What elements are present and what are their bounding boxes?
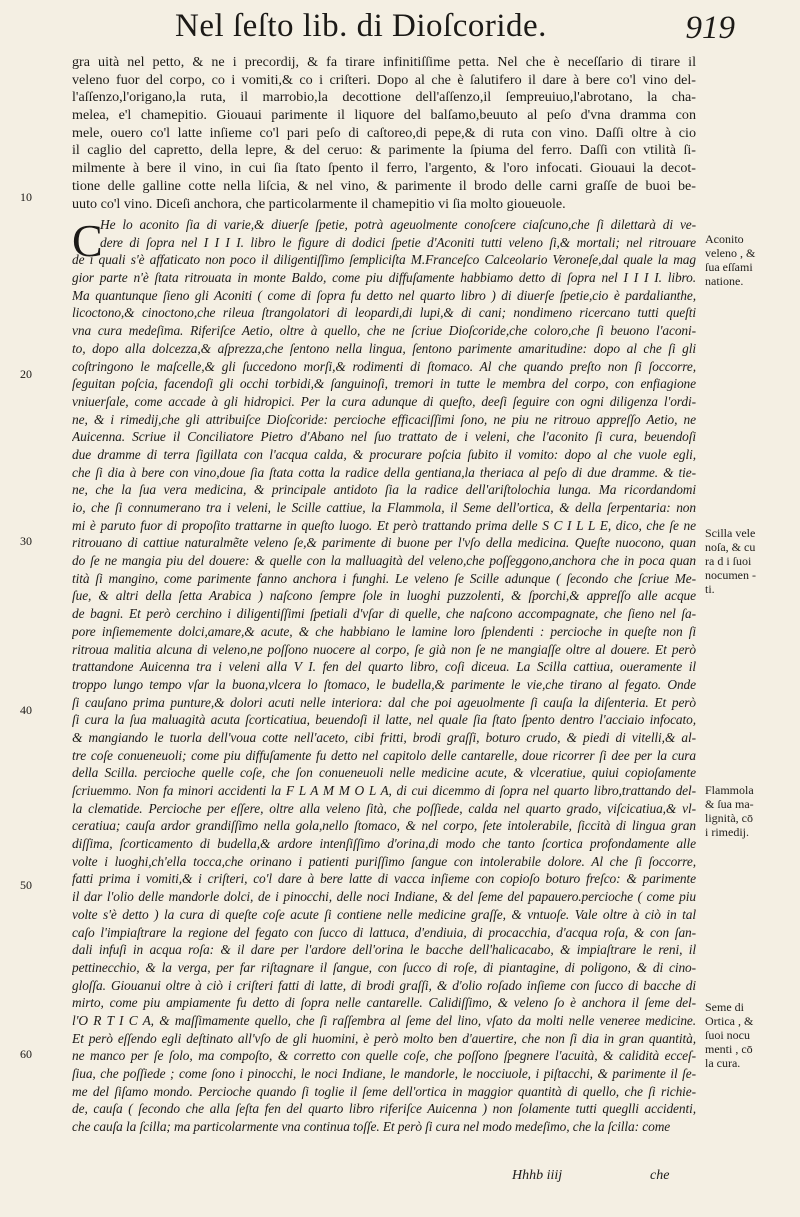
text-line: che ſi dia à bere con vino,doue ſia ſtata cotta la radice della gentiana,la theriaca al peſo di due dramme. & tie- bbox=[72, 464, 696, 480]
text-line: dere di ſopra nel I I I I. libro le figure di dodici ſpetie d'Aconiti tutti veleno ſi,& mortali; nel ritrouare bbox=[100, 234, 696, 250]
page-number: 919 bbox=[685, 10, 735, 46]
text-line: & mangiando le tuorla dell'voua cotte nell'aceto, cibi fritti, brodi graſſi, boturo crudo, & piedi di vitelli,& al- bbox=[72, 729, 696, 745]
text-line: diſſima, ſcorticamento di budella,& ardore intenſiſſimo d'orina,di modo che tanto ſcortica profondamente alle bbox=[72, 836, 696, 852]
text-line: ritrouano di cattiue naturalmẽte veleno ſe,& parimente di buone per l'vſo della medicina. Queſte nuocono, quan bbox=[72, 535, 696, 551]
text-line: che cauſa la ſcilla; ma particolarmente vna continua toſſe. Et però ſi cura nel modo medeſimo, che la ſcilla: come bbox=[72, 1119, 671, 1135]
margin-line: Seme di bbox=[705, 1000, 744, 1014]
line-number-10: 10 bbox=[20, 190, 32, 204]
text-line: fatti prima i vomiti,& i criſteri, co'l dare à bere latte di vacca inſieme con copioſo boturo freſco: & parimente bbox=[72, 871, 696, 887]
marginal-note-ortica bbox=[705, 1000, 775, 1070]
margin-line: menti , cō bbox=[705, 1042, 753, 1056]
text-line: ſi cura la ſua maluagità acuta ſcorticatiua, beuendoſi il latte, nel quale ſia ſtato ſpento dentro l'acciaio infocato, bbox=[72, 712, 696, 728]
text-line: mi è paruto fuor di propoſito trattarne in queſto luogo. Et però trattando prima delle S C I L L E, dico, che ſe ne bbox=[72, 517, 696, 533]
drop-capital: C bbox=[72, 215, 103, 266]
line-number-20: 20 bbox=[20, 367, 32, 381]
text-line: coſtringono le maſcelle,& gli ſuccedono morſi,& rodimenti di ſtomaco. Al che quando preſto non ſi ſoccorre, bbox=[72, 358, 696, 374]
text-line: ne manco per ſe ſolo, ma compoſto, & corretto con quelle coſe, che poſſono ſpegnere l'acuità, & calidità ecceſ- bbox=[72, 1048, 696, 1064]
text-line: to, dopo alla dolcezza,& aſprezza,che ſentono nella lingua, ſentono parimente amaritudine: dopo al che ſi gli bbox=[72, 340, 696, 356]
italic-commentary bbox=[72, 216, 696, 1136]
line-number-30: 30 bbox=[20, 534, 32, 548]
text-line: gloſſa. Giouanui oltre à ciò i criſteri fatti di latte, di brodi graſſi, & d'olio roſado inſieme con ſucco di bacche di bbox=[72, 977, 696, 993]
text-line: tità ſi mangino, come parimente fanno anchora i funghi. Le veleno ſe Scille adunque ( ſecondo che ſcriue Me- bbox=[72, 570, 696, 586]
text-line: ſi cauſano prima punture,& dolori acuti nelle interiora: dal che poi ageuolmente ſi cauſa la diſenteria. Et però bbox=[72, 694, 696, 710]
text-line: milmente à bere il vino, in cui ſia ſtato ſpento il ferro, l'argento, & l'oro infocati. Giouaui la decot- bbox=[72, 160, 696, 177]
text-line: gra uità nel petto, & ne i precordij, & fa tirare infinitiſſime petta. Nel che è neceſſario di tirare il bbox=[72, 54, 696, 70]
text-line: ne, & i rimedij,che gli attribuiſce Dioſcoride: percioche efficaciſſimi ſono, ne piu ne ritrouo appreſſo Aetio, ne bbox=[72, 411, 696, 427]
text-line: He lo aconito ſia di varie,& diuerſe ſpetie, potrà ageuolmente conoſcere ciaſcuno,che ſi dilettarà di ve- bbox=[100, 217, 696, 232]
text-line: me del ſiſamo mondo. Percioche quando ſi toglie il ſeme dell'ortica in maggior quantità di quello, che ſi richie- bbox=[72, 1083, 696, 1099]
margin-line: ſua eſſami bbox=[705, 260, 753, 274]
marginal-note-scilla bbox=[705, 526, 775, 596]
margin-line: Scilla vele bbox=[705, 526, 756, 540]
text-line: ne, che la ſua vera medicina, & principale antidoto ſia la radice dell'ariſtolochia lunga. Ma ricordandomi bbox=[72, 482, 696, 498]
text-line: della Scilla. percioche quelle coſe, che ſon conueneuoli nelle medicine acute, & vlceratiue, quiui copioſamente bbox=[72, 765, 696, 781]
margin-line: & ſua ma- bbox=[705, 797, 754, 811]
text-line: ſue, & altri della ſetta Arabica ) naſcono ſempre ſole in luoghi puzzolenti, & ſporchi,& appreſſo alle acque bbox=[72, 588, 696, 604]
text-line: la clematide. Percioche per eſſere, oltre alla veleno ſità, che poſſiede, calda nel quarto grado, viſcicatiua,& vl- bbox=[72, 800, 696, 816]
text-line: caſo l'impiaſtrare la regione del fegato con ſucco di lattuca, d'endiuia, di procacchia, d'acqua roſa, & con ſan- bbox=[72, 924, 696, 940]
marginal-note-aconito bbox=[705, 232, 775, 288]
margin-line: ra d i ſuoi bbox=[705, 554, 752, 568]
running-header bbox=[175, 8, 735, 58]
catchword: che bbox=[650, 1168, 670, 1183]
text-line: ſeguitan poſcia, facendoſi gli occhi torbidi,& ſanguinoſi, tremori in tutte le membra del corpo, con enfiagione bbox=[72, 376, 696, 392]
running-title: Nel ſeſto lib. di Dioſcoride. bbox=[175, 8, 547, 44]
line-number-50: 50 bbox=[20, 878, 32, 892]
margin-line: Flammola bbox=[705, 783, 754, 797]
line-number-60: 60 bbox=[20, 1047, 32, 1061]
margin-line: ſuoi nocu bbox=[705, 1028, 750, 1042]
text-line: ritroua malitia alcuna di veleno,ne poſſono nuocere al corpo, ſe già non ſe ne mangiaſſe oltre al douere. Et però bbox=[72, 641, 696, 657]
text-line: Et però eſſendo egli deſtinato all'vſo de gli huomini, è però molto ben d'auertire, che non ſi dia in gran quantità, bbox=[72, 1030, 696, 1046]
roman-paragraph bbox=[72, 54, 696, 213]
text-line: tione delle galline cotte nella liſcia, & nel vino, & parimente il brodo delle carni graſſe de buoi be- bbox=[72, 177, 696, 194]
text-line: melea, e'l chamepitio. Giouaui parimente il liquore del balſamo,beuuto al peſo d'vna dramma con bbox=[72, 107, 696, 124]
text-line: de bagni. Et però cerchino i diligentiſſimi ſpetiali d'vſar di quelle, che naſcono accompagnate, che ſieno nel ſa- bbox=[72, 606, 696, 622]
text-line: volte i luoghi,ch'ella tocca,che orinano i patienti puriſſimo ſangue con intolerabile dolore. Al che ſi ſoccorre, bbox=[72, 853, 696, 869]
text-line: Ma quantunque ſieno gli Aconiti ( come di ſopra fu detto nel quarto libro ) di diuerſe ſpetie,cio è pardalianthe, bbox=[72, 287, 696, 303]
text-line: io, che ſi connumerano tra i veleni, le Scille cattiue, la Flammola, il Seme dell'ortica, & della ſerpentaria: non bbox=[72, 500, 696, 515]
margin-line: noſa, & cu bbox=[705, 540, 756, 554]
line-number-40: 40 bbox=[20, 703, 32, 717]
text-line: troppo lungo tempo vſar la buona,vlcera lo ſtomaco, le budella,& parimente le vie,che tirano al fegato. Onde bbox=[72, 676, 696, 692]
text-line: vna cura medeſima. Riferiſce Aetio, oltre à quello, che ne ſcriue Dioſcoride,che coloro,che ſi beuono l'aconi- bbox=[72, 323, 696, 339]
text-line: veleno fuor del corpo, co i vomiti,& co i criſteri. Dopo al che è ſalutifero il dare à bere co'l vino del- bbox=[72, 71, 696, 88]
text-line: vniuerſale, come accade à gli hidropici. Per la cura adunque di queſto, deeſi ſeguire con ogni diligenza l'ordi- bbox=[72, 393, 696, 409]
margin-line: Ortica , & bbox=[705, 1014, 754, 1028]
margin-line: la cura. bbox=[705, 1056, 741, 1070]
margin-line: Aconito bbox=[705, 232, 744, 246]
margin-line: ti. bbox=[705, 582, 715, 596]
text-line: gior parte n'è ſtata ritrouata in monte Baldo, come piu diffuſamente habbiamo detto di ſopra nel I I I I. libro. bbox=[72, 270, 696, 286]
text-line: licoctono,& cinoctono,che rileua ſtrangolatori di leopardi,di lupi,& di cani; nondimeno ricercano tutti queſti bbox=[72, 305, 696, 321]
text-line: dali infuſi in acqua roſa: & il dare per l'ardore dell'orina le bacche dell'halicacabo, & impiaſtrare le reni, il bbox=[72, 942, 696, 958]
text-line: de, cauſa ( ſecondo che alla ſeſta fen del quarto libro riferiſce Auicenna ) non ſolamente tutti queglli accidenti, bbox=[72, 1101, 696, 1117]
text-line: uuto co'l vino. Diceſi anchora, che particolarmente il chamepitio vi ſia molto gioueuole. bbox=[72, 195, 566, 212]
text-line: ceratiua; cauſa ardor grandiſſimo nella gola,nello ſtomaco, & nel corpo, ſete intolerabile, ſiccità di lingua gran bbox=[72, 818, 696, 834]
text-line: volte s'è detto ) la cura di queſte coſe acute ſi contiene nelle medicine graſſe, & vntuoſe. Vale oltre à ciò in tal bbox=[72, 906, 696, 922]
text-line: Auicenna. Scriue il Conciliatore Pietro d'Abano nel ſuo trattato de i veleni, che l'aconito ſi cura, beuendoſi bbox=[72, 429, 696, 445]
text-line: do ſe ne mangia piu del douere: & quelle con la malluagità del veleno,che poſſeggono,anchora che in poca quan bbox=[72, 553, 696, 569]
text-line: pore inſiememente dolci,amare,& acute, & che habbiano le lamine loro ſplendenti : percioche in queſte non ſi bbox=[72, 623, 696, 639]
text-line: due dramme di terra ſigillata con l'acqua calda, & procurare poſcia ſubito il vomito: dopo al che vuole egli, bbox=[72, 446, 696, 462]
signature-mark: Hhhb iiij bbox=[512, 1168, 563, 1183]
text-line: pettinecchio, & la verga, per far riſtagnare il ſangue, con ſucco di roſe, di piantagine, di poligono, & di cino- bbox=[72, 959, 696, 975]
marginal-note-flammola bbox=[705, 783, 775, 839]
text-line: tre coſe conueneuoli; come piu diffuſamente fu detto nel capitolo delle cantarelle, doue ricorrer ſi dee per la cura bbox=[72, 747, 696, 763]
text-line: trattandone Auicenna tra i veleni alla V I. fen del quarto libro, coſi diceua. La Scilla cattiua, oueramente il bbox=[72, 659, 696, 675]
text-line: l'aſſenzo,l'origano,la ruta, il marrobio,la decottione dell'aſſenzo,il ſempreuiuo,l'abrotano, la cha- bbox=[72, 89, 696, 106]
text-line: il dar l'olio delle mandorle dolci, de i pinocchi, delle noci Indiane, & del ſeme del papauero.percioche ( come piu bbox=[72, 889, 696, 905]
text-line: mirto, come piu ampiamente fu detto di ſopra nelle cantarelle. Calidiſſimo, & veleno ſo è anchora il ſeme del- bbox=[72, 995, 696, 1011]
margin-line: nocumen - bbox=[705, 568, 756, 582]
text-line: l'O R T I C A, & maſſimamente quello, che ſi raſſembra al ſeme del lino, vſato da molti nelle veneree medicine. bbox=[72, 1012, 696, 1028]
text-line: de i quali s'è affaticato non poco il diligentiſſimo ſempliciſta M.Franceſco Calceolario Veroneſe,dal quale la mag bbox=[72, 252, 696, 268]
margin-line: natione. bbox=[705, 274, 744, 288]
margin-line: veleno , & bbox=[705, 246, 756, 260]
text-line: mele, ouero co'l latte inſieme co'l pari peſo di caſtoreo,di pepe,& di ruta con vino. Daſſi oltre à cio bbox=[72, 124, 696, 141]
text-line: il caglio del capretto, della lepre, & del ceruo: & parimente la ſpiuma del ferro. Daſſi con vtilità ſi- bbox=[72, 142, 696, 159]
text-line: ſiua, che poſſiede ; come ſono i pinocchi, le noci Indiane, le mandorle, le nocciuole, i piſtacchi, & parimente il ſe- bbox=[72, 1066, 696, 1081]
text-line: ſcriuemmo. Non fa minori accidenti la F L A M M O L A, di cui dicemmo di ſopra nel quarto libro,trattando del- bbox=[72, 783, 696, 798]
margin-line: lignità, cō bbox=[705, 811, 753, 825]
margin-line: i rimedij. bbox=[705, 825, 749, 839]
